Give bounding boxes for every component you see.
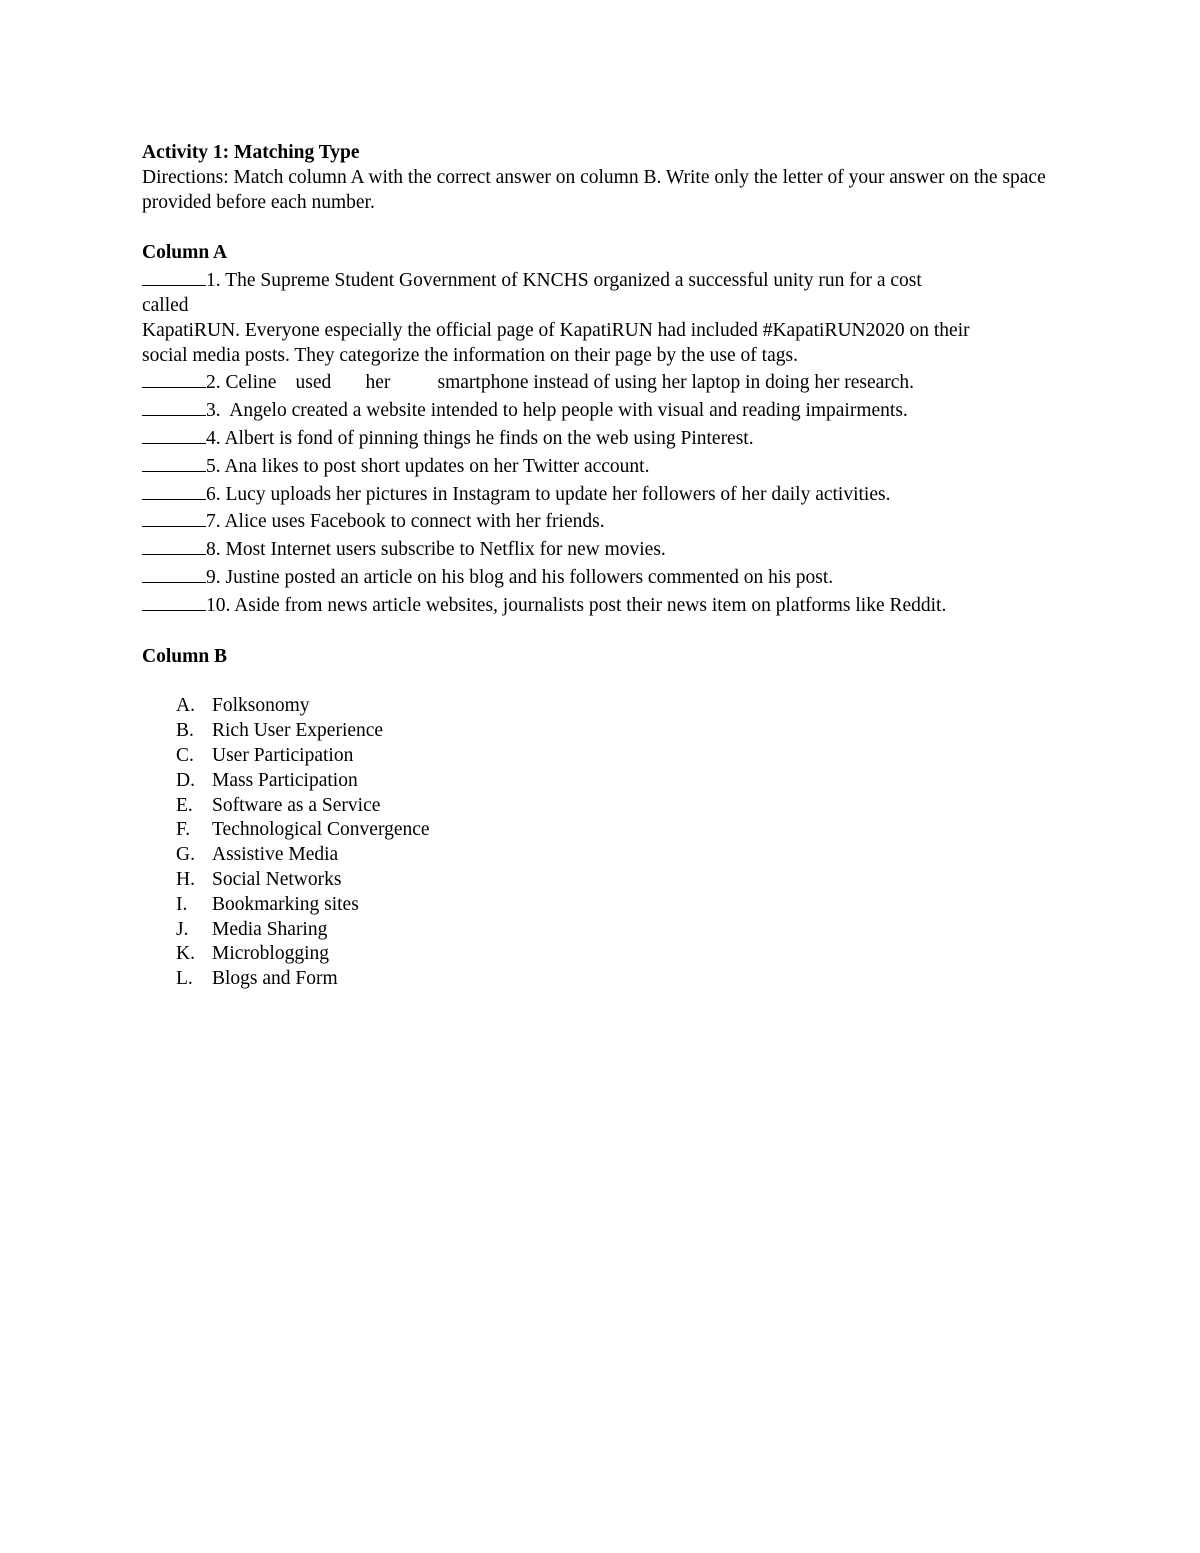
choice-text: User Participation — [212, 744, 354, 766]
answer-blank[interactable] — [142, 266, 206, 286]
question-row — [142, 396, 1072, 424]
question-row — [142, 452, 1072, 480]
choice-text: Technological Convergence — [212, 819, 430, 841]
question-number: 4. — [206, 427, 221, 449]
choice-letter: I. — [176, 893, 188, 915]
question-word: Celine — [225, 372, 277, 394]
choice-text: Folksonomy — [212, 695, 310, 717]
choice-item — [176, 694, 1072, 719]
question-text: smartphone instead of using her laptop in doing her research. — [437, 372, 915, 394]
question-word: her — [365, 372, 391, 394]
question-1 — [142, 266, 1072, 368]
question-number: 1. — [206, 270, 221, 292]
choice-text: Blogs and Form — [212, 968, 338, 990]
question-row — [142, 507, 1072, 535]
choice-letter: K. — [176, 943, 195, 965]
choice-item — [176, 719, 1072, 744]
question-text: Justine posted an article on his blog and his followers commented on his post. — [225, 566, 834, 588]
question-row — [142, 535, 1072, 563]
column-a-heading: Column A — [142, 242, 228, 264]
choice-item — [176, 744, 1072, 769]
choice-letter: H. — [176, 868, 195, 890]
worksheet-page — [142, 141, 1072, 992]
answer-blank[interactable] — [142, 563, 206, 583]
question-text-line: social media posts. They categorize the information on their page by the use of tags. — [142, 344, 798, 366]
question-text: Most Internet users subscribe to Netflix for new movies. — [225, 539, 666, 561]
choice-item — [176, 918, 1072, 943]
choice-text: Media Sharing — [212, 918, 328, 940]
choice-text: Rich User Experience — [212, 720, 384, 742]
spacer — [142, 669, 1072, 694]
choice-letter: B. — [176, 720, 194, 742]
choice-item — [176, 794, 1072, 819]
question-number: 2. — [206, 372, 221, 394]
choice-item — [176, 967, 1072, 992]
question-text-line: KapatiRUN. Everyone especially the official page of KapatiRUN had included #KapatiRUN2020 on their — [142, 319, 970, 341]
question-row — [142, 424, 1072, 452]
spacer — [142, 619, 1072, 645]
question-text: The Supreme Student Government of KNCHS organized a successful unity run for a cost — [225, 270, 922, 292]
choice-letter: C. — [176, 744, 194, 766]
choice-item — [176, 843, 1072, 868]
choice-letter: E. — [176, 794, 193, 816]
answer-blank[interactable] — [142, 480, 206, 500]
question-number: 8. — [206, 539, 221, 561]
question-number: 10. — [206, 594, 231, 616]
answer-blank[interactable] — [142, 396, 206, 416]
question-2 — [142, 368, 1072, 396]
choice-letter: A. — [176, 695, 195, 717]
question-text: Alice uses Facebook to connect with her friends. — [224, 511, 605, 533]
answer-blank[interactable] — [142, 424, 206, 444]
question-number: 9. — [206, 566, 221, 588]
question-word: used — [295, 372, 332, 394]
answer-blank[interactable] — [142, 452, 206, 472]
choice-item — [176, 818, 1072, 843]
choice-letter: F. — [176, 819, 191, 841]
choice-letter: D. — [176, 769, 195, 791]
column-b-heading: Column B — [142, 645, 228, 667]
question-text: Ana likes to post short updates on her Twitter account. — [224, 455, 650, 477]
choice-letter: G. — [176, 844, 195, 866]
answer-blank[interactable] — [142, 368, 206, 388]
question-list — [142, 396, 1072, 618]
question-number: 3. — [206, 400, 221, 422]
question-text: Angelo created a website intended to help people with visual and reading impairments. — [225, 400, 908, 422]
question-row — [142, 480, 1072, 508]
question-text: Aside from news article websites, journalists post their news item on platforms like Reddit. — [234, 594, 947, 616]
choice-item — [176, 942, 1072, 967]
choices-list — [142, 694, 1072, 992]
choice-text: Microblogging — [212, 943, 329, 965]
answer-blank[interactable] — [142, 591, 206, 611]
choice-item — [176, 769, 1072, 794]
choice-text: Social Networks — [212, 868, 342, 890]
choice-text: Bookmarking sites — [212, 893, 359, 915]
activity-title: Activity 1: Matching Type — [142, 142, 360, 163]
question-text: Albert is fond of pinning things he finds on the web using Pinterest. — [224, 427, 754, 449]
question-row — [142, 591, 1072, 619]
choice-item — [176, 868, 1072, 893]
choice-text: Software as a Service — [212, 794, 381, 816]
choice-text: Assistive Media — [212, 844, 339, 866]
question-number: 5. — [206, 455, 221, 477]
choice-item — [176, 893, 1072, 918]
question-text-line: called — [142, 294, 189, 316]
question-text: Lucy uploads her pictures in Instagram to update her followers of her daily activities. — [225, 483, 891, 505]
question-number: 6. — [206, 483, 221, 505]
choice-text: Mass Participation — [212, 769, 358, 791]
question-number: 7. — [206, 511, 221, 533]
answer-blank[interactable] — [142, 507, 206, 527]
answer-blank[interactable] — [142, 535, 206, 555]
spacer — [142, 215, 1072, 241]
choice-letter: J. — [176, 918, 189, 940]
directions-text: Directions: Match column A with the correct answer on column B. Write only the letter of your answer on the space provided before each number. — [142, 166, 1046, 213]
choice-letter: L. — [176, 968, 193, 990]
question-row — [142, 563, 1072, 591]
